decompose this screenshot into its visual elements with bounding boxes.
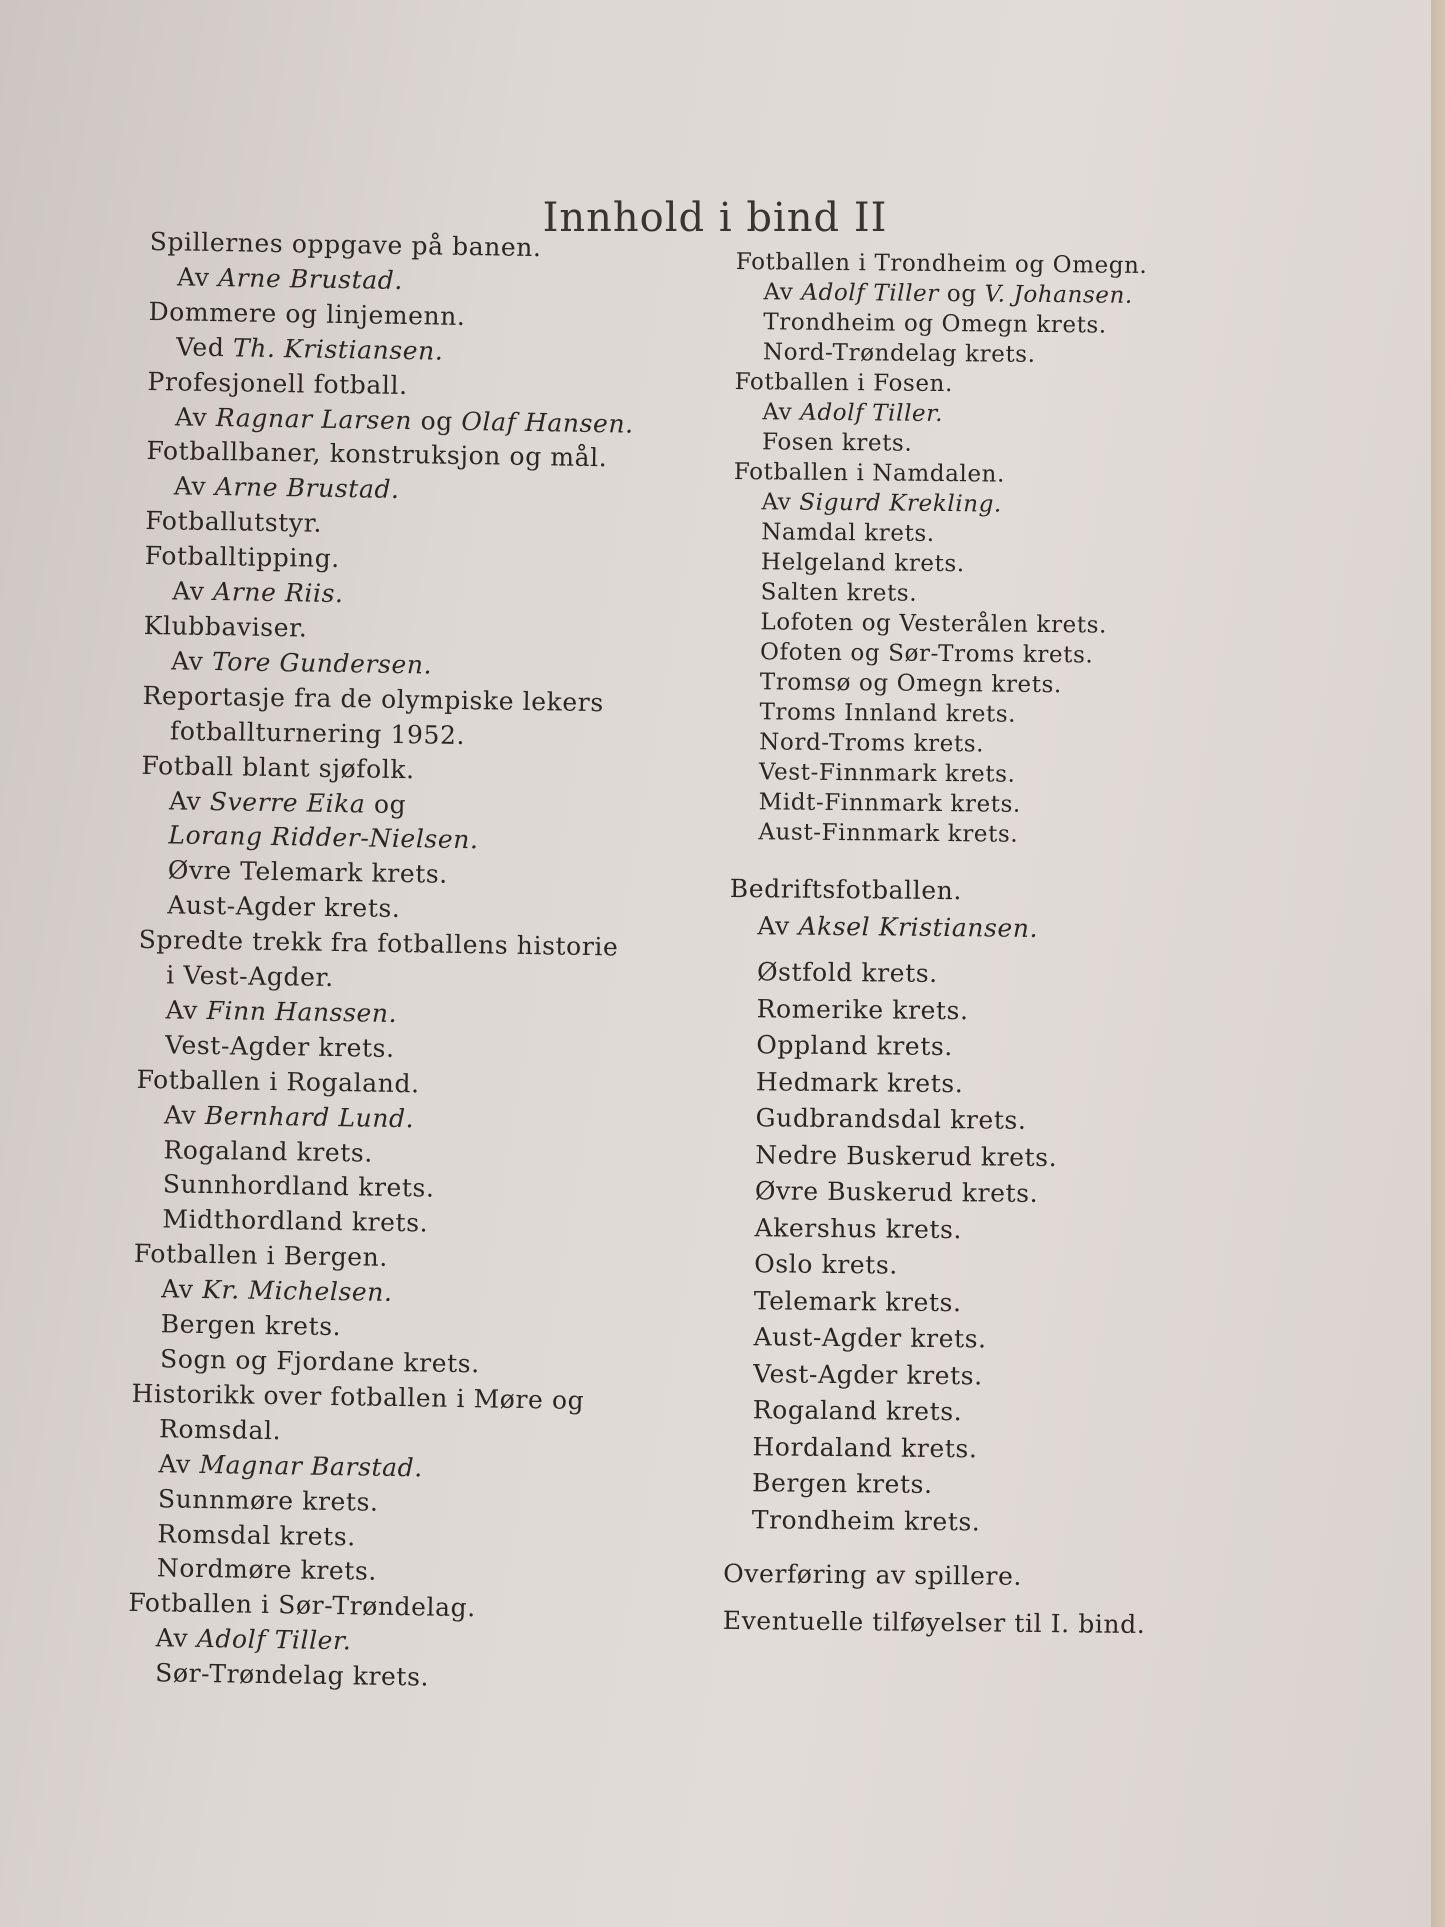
entry-text: Romerike krets. <box>756 993 969 1025</box>
entry-text: Sør-Trøndelag krets. <box>155 1658 430 1692</box>
entry-text: Fotballtipping. <box>144 541 341 574</box>
entry-text: Fotballbaner, konstruksjon og mål. <box>146 436 608 473</box>
author-prefix: Av <box>155 1623 189 1654</box>
entry-text: Fotballen i Fosen. <box>734 368 954 398</box>
author-prefix: Av <box>161 1274 194 1305</box>
toc-entry <box>724 1428 1284 1470</box>
entry-text: Eventuelle tilføyelser til I. bind. <box>722 1605 1146 1639</box>
entry-text: Fotballen i Rogaland. <box>136 1064 420 1099</box>
author-prefix: Ved <box>175 332 225 362</box>
author-name: Adolf Tiller <box>801 279 940 307</box>
entry-text: Oslo krets. <box>754 1249 899 1280</box>
entry-text: Nord-Troms krets. <box>759 729 985 758</box>
author-conjunction: og <box>946 281 977 308</box>
entry-text: Ofoten og Sør-Troms krets. <box>759 639 1094 669</box>
author-name: Kr. Michelsen. <box>201 1275 393 1308</box>
entry-text: Hedmark krets. <box>755 1066 964 1098</box>
entry-text: Troms Innland krets. <box>759 699 1017 728</box>
entry-text: Fosen krets. <box>762 429 913 457</box>
author-prefix: Av <box>170 646 204 676</box>
entry-text: Vest-Agder krets. <box>164 1030 395 1063</box>
author-prefix: Av <box>163 1099 197 1130</box>
toc-entry <box>729 990 1289 1032</box>
entry-text: Overføring av spillere. <box>723 1558 1023 1591</box>
author-prefix: Av <box>762 399 793 426</box>
toc-entry <box>725 1355 1285 1397</box>
entry-text: fotballturnering 1952. <box>169 716 466 750</box>
page-edge <box>1431 0 1445 1927</box>
entry-text: Øvre Telemark krets. <box>167 855 449 890</box>
entry-text: i Vest-Agder. <box>165 960 335 993</box>
entry-text: Aust-Agder krets. <box>167 890 401 924</box>
entry-text: Sogn og Fjordane krets. <box>159 1344 480 1379</box>
toc-heading <box>730 871 1290 913</box>
toc-entry <box>728 1063 1288 1105</box>
entry-text: Nedre Buskerud krets. <box>755 1139 1058 1172</box>
author-prefix: Av <box>168 785 202 816</box>
author-prefix: Av <box>761 489 792 516</box>
author-name: Arne Riis. <box>212 577 344 609</box>
author-name: Tore Gundersen. <box>211 646 433 680</box>
entry-text: Vest-Agder krets. <box>753 1358 983 1390</box>
toc-entry <box>725 1392 1285 1434</box>
entry-text: Sunnhordland krets. <box>162 1169 435 1204</box>
entry-text: Midthordland krets. <box>162 1204 429 1238</box>
entry-text: Oppland krets. <box>756 1030 954 1062</box>
entry-text: Aust-Finnmark krets. <box>758 819 1019 848</box>
entry-text: Aust-Agder krets. <box>753 1322 987 1354</box>
entry-text: Gudbrandsdal krets. <box>755 1103 1027 1135</box>
author-prefix: Av <box>757 910 791 941</box>
entry-text: Dommere og linjemenn. <box>148 296 466 331</box>
entry-text: Bergen krets. <box>160 1309 342 1342</box>
entry-text: Øvre Buskerud krets. <box>754 1176 1039 1208</box>
entry-text: Romsdal. <box>158 1414 282 1446</box>
author-name: Magnar Barstad. <box>199 1449 424 1483</box>
author-prefix: Av <box>763 279 794 306</box>
entry-text: Namdal krets. <box>761 519 935 547</box>
entry-text: Vest-Finnmark krets. <box>758 759 1016 788</box>
toc-entry <box>725 1319 1285 1361</box>
author-name: Finn Hanssen. <box>206 995 398 1028</box>
author-prefix: Av <box>165 995 199 1025</box>
entry-text: Spredte trekk fra fotballens historie <box>138 925 619 962</box>
author-prefix: Av <box>158 1449 192 1479</box>
toc-entry <box>724 1501 1284 1543</box>
author-name: Arne Brustad. <box>217 262 404 295</box>
toc-entry <box>726 1209 1286 1251</box>
author-name: Sigurd Krekling. <box>799 489 1003 518</box>
entry-text: Historikk over fotballen i Møre og <box>131 1378 585 1415</box>
toc-entry <box>730 817 1290 852</box>
entry-text: Spillernes oppgave på banen. <box>149 226 542 263</box>
toc-entry <box>728 1027 1288 1069</box>
toc-entry <box>727 1136 1287 1178</box>
entry-text: Fotballen i Trondheim og Omegn. <box>735 248 1148 279</box>
entry-text: Midt-Finnmark krets. <box>758 789 1022 818</box>
entry-text: Helgeland krets. <box>760 549 965 578</box>
entry-text: Klubbaviser. <box>143 610 308 643</box>
author-name: Adolf Tiller. <box>196 1624 352 1656</box>
entry-text: Fotballen i Sør-Trøndelag. <box>128 1588 477 1623</box>
entry-text: Romsdal krets. <box>157 1518 357 1551</box>
entry-text: Nord-Trøndelag krets. <box>762 339 1036 368</box>
author-conjunction: og <box>373 789 407 819</box>
entry-text: Fotballutstyr. <box>145 506 323 538</box>
toc-heading <box>723 1556 1283 1598</box>
toc-entry <box>729 907 1289 949</box>
author-name: Olaf Hansen. <box>461 406 634 439</box>
entry-text: Trondheim krets. <box>751 1504 981 1536</box>
toc-heading <box>723 1602 1283 1644</box>
entry-text: Nordmøre krets. <box>156 1553 378 1587</box>
author-prefix: Av <box>173 471 207 502</box>
entry-text: Hordaland krets. <box>752 1431 978 1463</box>
entry-text: Bergen krets. <box>751 1468 933 1499</box>
entry-text: Salten krets. <box>760 579 918 607</box>
author-name: Adolf Tiller. <box>800 399 944 427</box>
entry-text: Telemark krets. <box>753 1285 962 1317</box>
author-name: Sverre Eika <box>209 786 366 818</box>
author-name: Aksel Kristiansen. <box>798 911 1039 943</box>
toc-left-column <box>127 225 720 1700</box>
toc-entry <box>726 1246 1286 1288</box>
entry-text: Trondheim og Omegn krets. <box>763 309 1107 339</box>
entry-text: Sunnmøre krets. <box>157 1483 379 1517</box>
toc-entry <box>726 1282 1286 1324</box>
author-prefix: Av <box>172 576 205 606</box>
page-title: Innhold i bind II <box>542 194 888 241</box>
author-prefix: Av <box>176 262 210 292</box>
entry-text: Rogaland krets. <box>163 1134 374 1168</box>
entry-text: Fotballen i Bergen. <box>133 1239 389 1273</box>
toc-entry <box>727 1173 1287 1215</box>
entry-text: Rogaland krets. <box>752 1395 963 1427</box>
toc-entry <box>727 1100 1287 1142</box>
author-name: Arne Brustad. <box>214 472 400 505</box>
entry-text: Østfold krets. <box>756 957 938 988</box>
entry-text: Akershus krets. <box>754 1212 963 1244</box>
author-conjunction: og <box>420 405 454 436</box>
entry-text: Reportasje fra de olympiske lekers <box>142 680 605 717</box>
toc-entry <box>729 954 1289 996</box>
author-prefix: Av <box>174 401 208 432</box>
entry-text: Bedriftsfotballen. <box>729 873 963 906</box>
entry-text: Tromsø og Omegn krets. <box>759 669 1062 699</box>
author-name: V. Johansen. <box>984 281 1134 309</box>
entry-text: Lofoten og Vesterålen krets. <box>760 609 1108 639</box>
entry-text: Fotballen i Namdalen. <box>733 458 1006 488</box>
author-name: Ragnar Larsen <box>215 402 413 435</box>
entry-text: Profesjonell fotball. <box>147 366 408 400</box>
toc-right-column <box>723 247 1296 1644</box>
entry-text: Fotball blant sjøfolk. <box>141 750 415 784</box>
author-name: Lorang Ridder-Nielsen. <box>168 820 479 855</box>
author-name: Bernhard Lund. <box>204 1100 415 1133</box>
author-name: Th. Kristiansen. <box>232 333 444 366</box>
toc-entry <box>724 1465 1284 1507</box>
